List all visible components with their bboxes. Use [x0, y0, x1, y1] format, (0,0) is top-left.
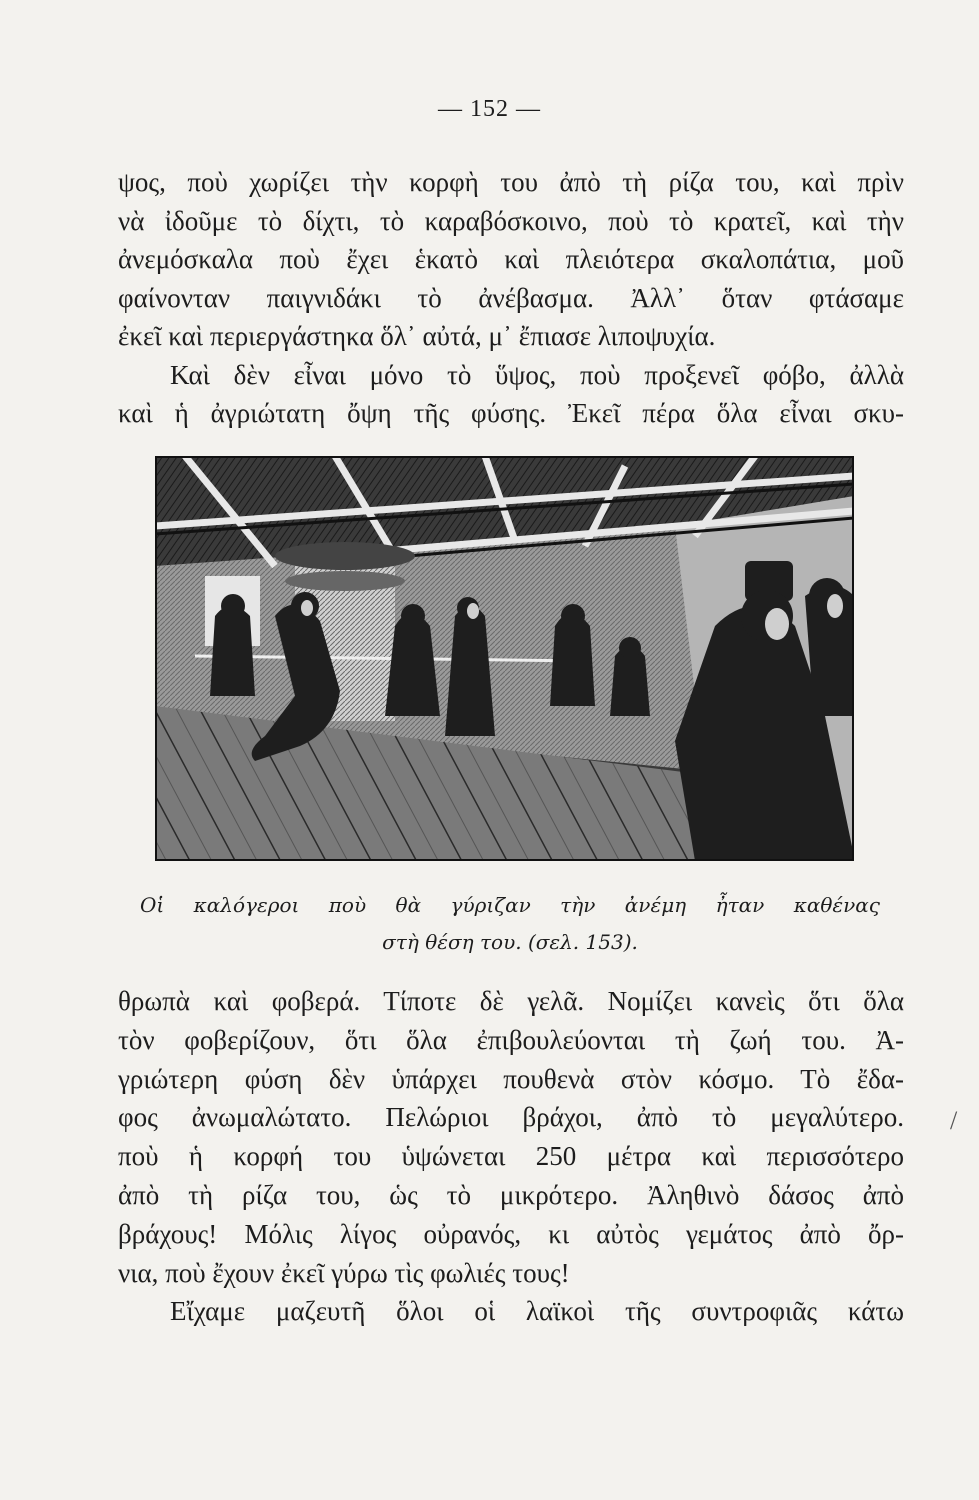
- text-line: θρωπὰ καὶ φοβερά. Τίποτε δὲ γελᾶ. Νομίζει κανεὶς ὅτι ὅλα: [118, 986, 904, 1016]
- page-number: — 152 —: [438, 96, 541, 122]
- text-line: ψος, ποὺ χωρίζει τὴν κορφὴ του ἀπὸ τὴ ρίζα του, καὶ πρὶν: [118, 167, 904, 197]
- engraving-illustration-icon: [155, 456, 854, 861]
- margin-mark: /: [950, 1106, 958, 1135]
- text-line: ἐκεῖ καὶ περιεργάστηκα ὅλ᾿ αὐτά, μ᾿ ἔπιασε λιποψυχία.: [118, 321, 716, 351]
- text-line: γριώτερη φύση δὲν ὑπάρχει πουθενὰ στὸν κόσμο. Τὸ ἔδα-: [118, 1063, 904, 1094]
- text-line: ἀπὸ τὴ ρίζα του, ὡς τὸ μικρότερο. Ἀληθινὸ δάσος ἀπὸ: [118, 1179, 904, 1210]
- text-block-bottom: [118, 982, 904, 1331]
- text-line: Εἴχαμε μαζευτῆ ὅλοι οἱ λαϊκοὶ τῆς συντροφιᾶς κάτω: [170, 1296, 904, 1327]
- text-line: ἀνεμόσκαλα ποὺ ἔχει ἑκατὸ καὶ πλειότερα σκαλοπάτια, μοῦ: [118, 244, 904, 274]
- text-line: τὸν φοβερίζουν, ὅτι ὅλα ἐπιβουλεύονται τὴ ζωή του. Ἀ-: [118, 1024, 904, 1055]
- text-line: ποὺ ἡ κορφή του ὑψώνεται 250 μέτρα καὶ περισσότερο: [118, 1141, 904, 1172]
- text-line: βράχους! Μόλις λίγος οὐρανός, κι αὐτὸς γεμάτος ἀπὸ ὄρ-: [118, 1218, 904, 1249]
- text-line: φαίνονταν παιγνιδάκι τὸ ἀνέβασμα. Ἀλλ᾿ ὅταν φτάσαμε: [118, 282, 904, 313]
- caption-line: Οἱ καλόγεροι ποὺ θὰ γύριζαν τὴν ἀνέμη ἦταν καθένας: [140, 893, 880, 917]
- text-line: νια, ποὺ ἔχουν ἐκεῖ γύρω τὶς φωλιές τους!: [118, 1257, 570, 1288]
- text-line: Καὶ δὲν εἶναι μόνο τὸ ὕψος, ποὺ προξενεῖ φόβο, ἀλλὰ: [170, 359, 904, 390]
- text-line: φος ἀνωμαλώτατο. Πελώριοι βράχοι, ἀπὸ τὸ μεγαλύτερο.: [118, 1102, 904, 1133]
- text-line: καὶ ἡ ἀγριώτατη ὄψη τῆς φύσης. Ἐκεῖ πέρα ὅλα εἶναι σκυ-: [118, 398, 904, 428]
- caption-line: στὴ θέση του. (σελ. 153).: [382, 930, 638, 954]
- text-block-top: [118, 163, 904, 433]
- text-line: νὰ ἰδοῦμε τὸ δίχτι, τὸ καραβόσκοινο, ποὺ τὸ κρατεῖ, καὶ τὴν: [118, 205, 904, 236]
- figure-caption: [140, 887, 880, 961]
- engraving-illustration: [155, 456, 854, 861]
